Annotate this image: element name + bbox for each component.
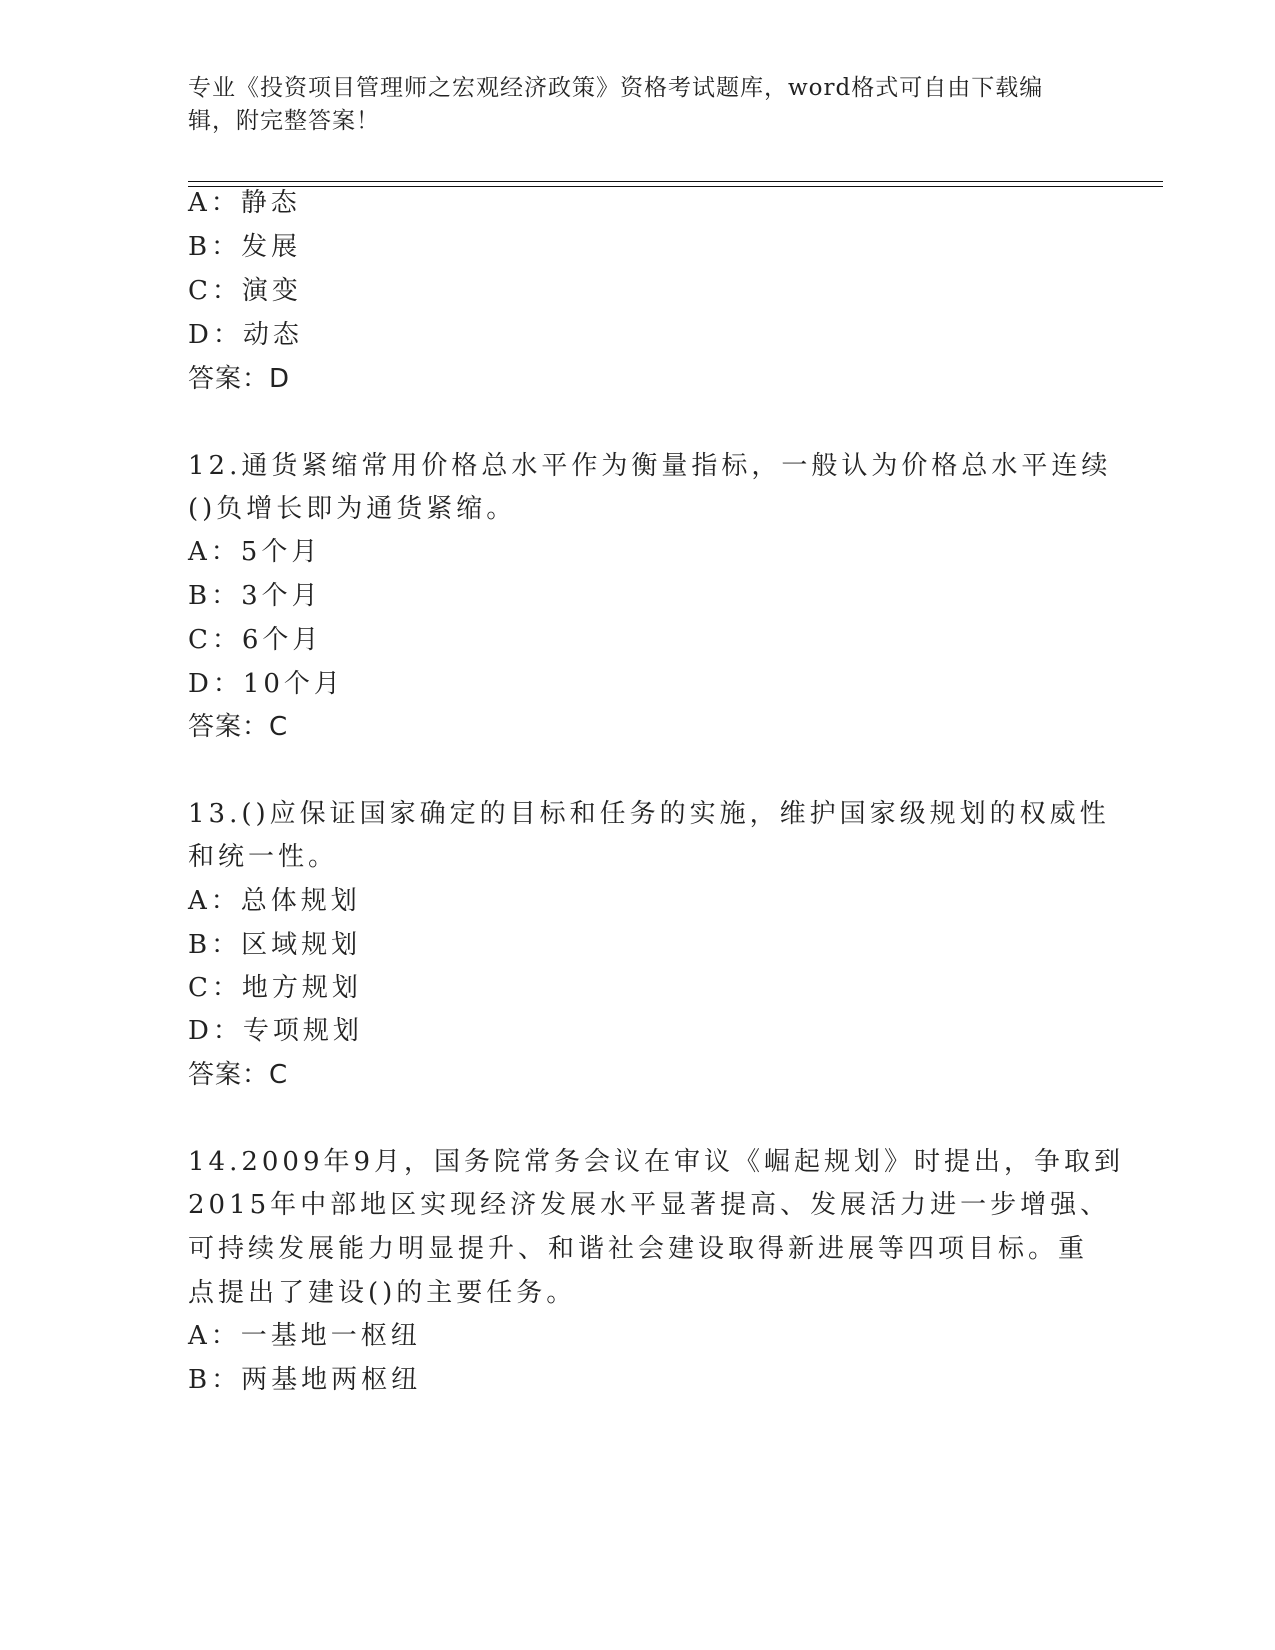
option-c: C：地方规划: [188, 973, 362, 1003]
answer-line: 答案：C: [188, 712, 289, 742]
question-stem: 2015年中部地区实现经济发展水平显著提高、发展活力进一步增强、: [188, 1190, 1111, 1220]
option-b: B：两基地两枢纽: [188, 1365, 422, 1395]
question-stem: 14.2009年9月，国务院常务会议在审议《崛起规划》时提出，争取到: [188, 1147, 1125, 1177]
question-stem: ()负增长即为通货紧缩。: [188, 494, 517, 524]
question-stem: 12.通货紧缩常用价格总水平作为衡量指标，一般认为价格总水平连续: [188, 451, 1112, 481]
option-d: D：10个月: [188, 669, 344, 699]
question-stem: 可持续发展能力明显提升、和谐社会建设取得新进展等四项目标。重: [188, 1234, 1089, 1264]
option-a: A：一基地一枢纽: [188, 1321, 421, 1351]
option-b: B：区域规划: [188, 930, 362, 960]
option-c: C：6个月: [188, 625, 323, 655]
header-divider-top: [188, 181, 1163, 182]
option-c: C：演变: [188, 276, 302, 306]
option-d: D：动态: [188, 320, 303, 350]
option-a: A：静态: [188, 188, 301, 218]
option-d: D：专项规划: [188, 1016, 363, 1046]
option-b: B：发展: [188, 232, 302, 262]
answer-line: 答案：D: [188, 364, 291, 394]
question-stem: 点提出了建设()的主要任务。: [188, 1278, 577, 1308]
option-b: B：3个月: [188, 581, 322, 611]
document-header: 专业《投资项目管理师之宏观经济政策》资格考试题库，word格式可自由下载编辑，附完整答案！: [188, 75, 1044, 134]
option-a: A：5个月: [188, 537, 322, 567]
header-divider-bottom: [188, 186, 1163, 187]
question-stem: 和统一性。: [188, 842, 339, 872]
option-a: A：总体规划: [188, 886, 361, 916]
question-stem: 13.()应保证国家确定的目标和任务的实施，维护国家级规划的权威性: [188, 799, 1110, 829]
answer-line: 答案：C: [188, 1060, 289, 1090]
